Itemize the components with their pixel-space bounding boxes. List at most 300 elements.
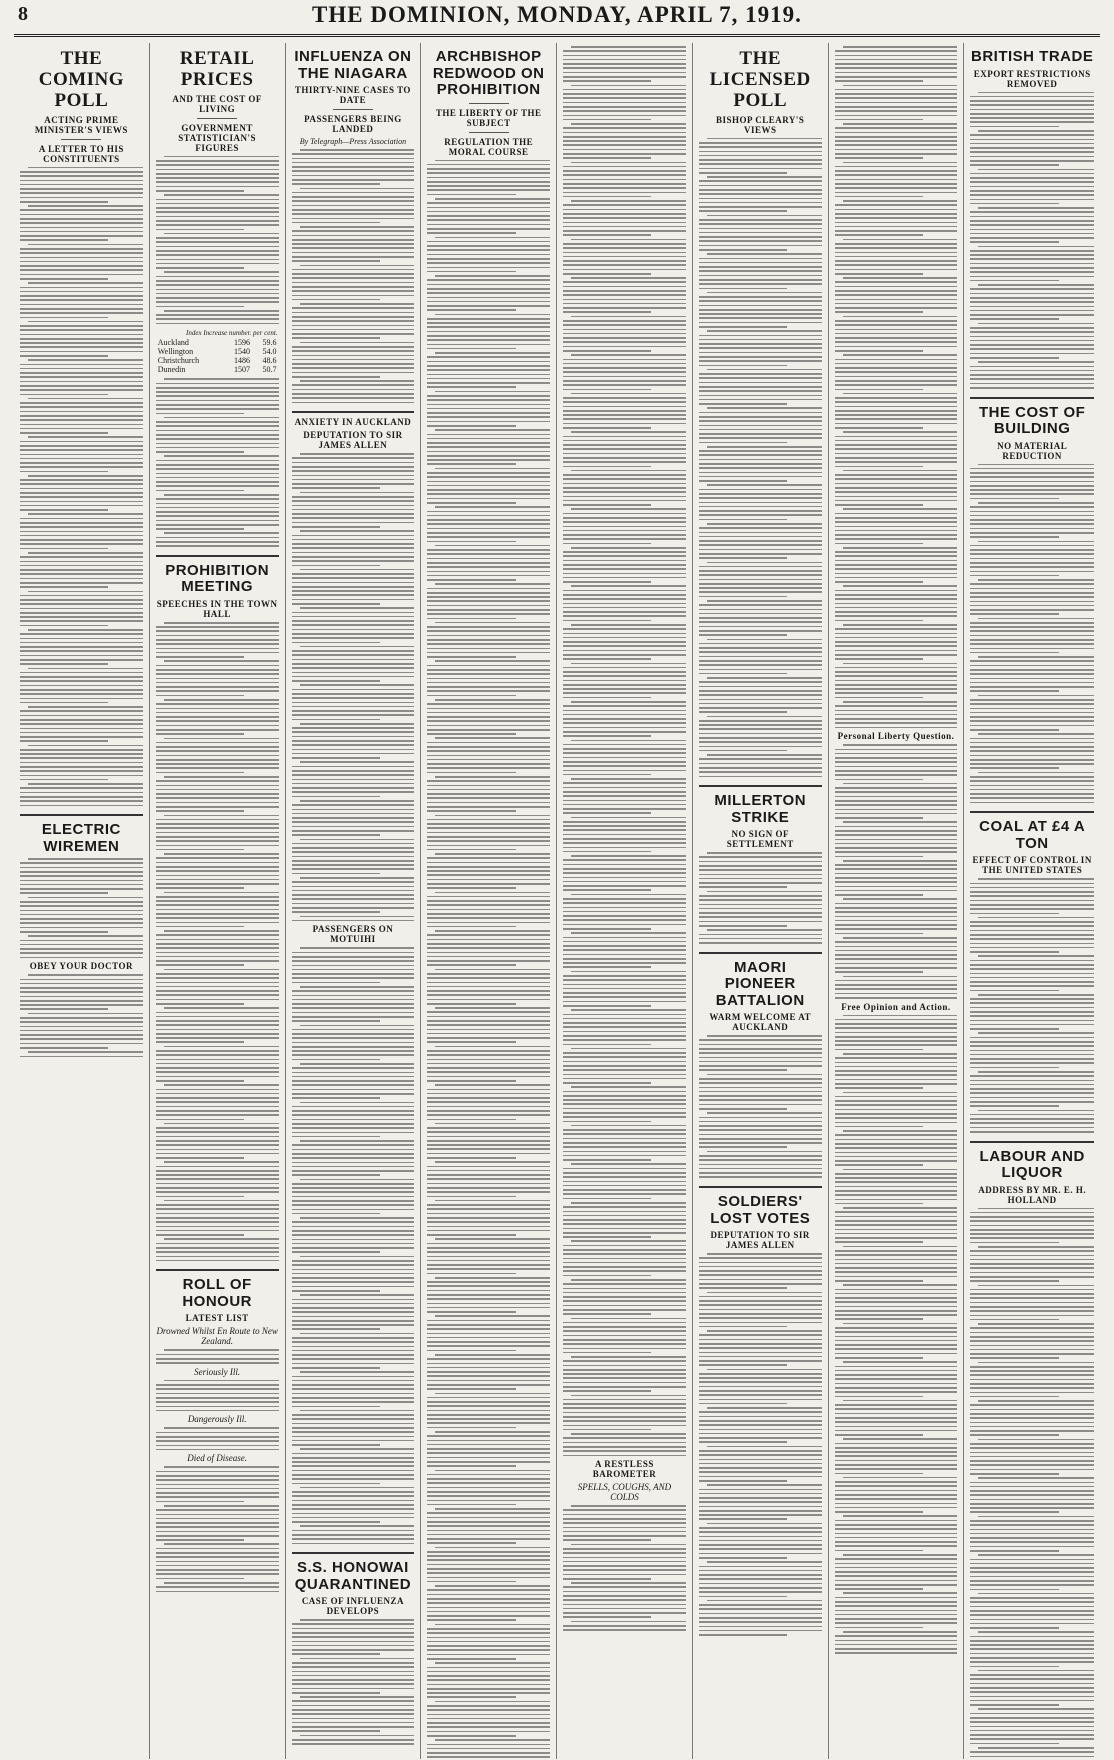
text-line: [970, 1007, 1094, 1009]
text-line: [427, 472, 550, 474]
text-line: [835, 478, 958, 480]
text-line: [292, 218, 415, 220]
text-line: [563, 367, 686, 369]
text-line: [835, 1378, 958, 1380]
text-line: [427, 845, 550, 847]
text-line: [427, 870, 550, 872]
text-line: [292, 599, 415, 601]
text-line: [427, 404, 550, 406]
text-line: [427, 904, 550, 906]
text-line: [292, 1730, 380, 1732]
text-line: [156, 1548, 279, 1550]
text-line: [835, 1139, 958, 1141]
text-line: [20, 419, 143, 421]
text-line: [970, 1452, 1094, 1454]
text-line: [835, 928, 958, 930]
text-line: [435, 198, 550, 200]
text-line: [20, 638, 143, 640]
text-line: [427, 1024, 550, 1026]
text-line: [835, 1468, 958, 1470]
text-line: [699, 856, 822, 858]
text-line: [164, 699, 279, 701]
text-line: [970, 746, 1094, 748]
text-line: [970, 1687, 1094, 1689]
text-line: [970, 348, 1094, 350]
text-line: [427, 729, 550, 731]
text-line: [699, 1322, 822, 1324]
text-line: [427, 224, 550, 226]
text-line: [699, 1510, 822, 1512]
text-line: [563, 483, 686, 485]
text-line: [563, 153, 686, 155]
text-line: [835, 933, 923, 935]
text-line: [699, 493, 822, 495]
text-line: [571, 200, 686, 202]
text-line: [699, 472, 822, 474]
text-line: [156, 926, 244, 928]
text-line: [20, 449, 143, 451]
text-line: [427, 1521, 550, 1523]
text-line: [427, 708, 550, 710]
text-line: [835, 658, 923, 660]
text-line: [435, 1662, 550, 1664]
text-line: [427, 254, 550, 256]
text-line: [970, 301, 1094, 303]
text-line: [292, 1406, 380, 1408]
divider: [197, 118, 237, 119]
text-line: [427, 1268, 550, 1270]
text-line: [427, 1003, 515, 1005]
text-line: [699, 1441, 787, 1443]
text-line: [156, 468, 279, 470]
text-line: [156, 1354, 279, 1356]
text-line: [835, 628, 958, 630]
text-line: [970, 1353, 1094, 1355]
text-line: [563, 76, 686, 78]
text-line: [156, 485, 279, 487]
text-line: [300, 916, 415, 918]
text-line: [563, 1074, 686, 1076]
text-line: [835, 406, 958, 408]
text-line: [292, 1307, 415, 1309]
text-line: [835, 132, 958, 134]
text-line: [156, 1479, 279, 1481]
text-line: [835, 1143, 958, 1145]
text-line: [843, 46, 958, 48]
text-line: [427, 1551, 550, 1553]
text-line: [427, 284, 550, 286]
text-line: [427, 1756, 550, 1758]
text-line: [699, 1437, 822, 1439]
text-line: [707, 484, 822, 486]
headline-prohibition-meeting: PROHIBITION MEETING: [165, 561, 270, 596]
text-line: [699, 198, 822, 200]
text-line: [292, 355, 415, 357]
text-line: [707, 891, 822, 893]
text-line: [156, 1234, 244, 1236]
text-line: [20, 346, 143, 348]
text-line: [699, 360, 822, 362]
text-line: [571, 1433, 686, 1435]
text-line: [970, 160, 1094, 162]
text-line: [156, 1410, 279, 1412]
text-line: [563, 1219, 686, 1221]
text-line: [300, 380, 415, 382]
text-line: [699, 579, 822, 581]
text-line: [427, 1418, 550, 1420]
text-line: [835, 1267, 958, 1269]
text-line: [156, 789, 279, 791]
text-line: [835, 140, 958, 142]
headline-cost-of-building: THE COST OF BUILDING: [979, 403, 1086, 437]
text-line: [156, 541, 279, 543]
text-line: [156, 1496, 279, 1498]
text-line: [156, 982, 279, 984]
text-line: [563, 538, 686, 540]
text-line: [970, 1310, 1094, 1312]
text-line: [20, 1017, 143, 1019]
text-line: [427, 913, 550, 915]
text-line: [563, 808, 686, 810]
text-line: [699, 219, 822, 221]
text-line: [699, 758, 822, 760]
text-line: [563, 1065, 686, 1067]
text-line: [699, 660, 822, 662]
text-line: [20, 389, 143, 391]
text-line: [571, 431, 686, 433]
text-line: [427, 511, 550, 513]
text-line: [835, 256, 958, 258]
text-line: [843, 1207, 958, 1209]
text-line: [835, 1588, 923, 1590]
text-line: [699, 1514, 822, 1516]
text-line: [563, 975, 686, 977]
text-line: [970, 336, 1094, 338]
text-line: [427, 725, 550, 727]
text-line: [563, 718, 686, 720]
text-line: [28, 668, 143, 670]
text-line: [835, 166, 958, 168]
text-line: [427, 1461, 550, 1463]
text-line: [571, 894, 686, 896]
text-line: [427, 755, 550, 757]
text-line: [699, 1313, 822, 1315]
text-line: [292, 847, 415, 849]
text-line: [563, 1283, 686, 1285]
text-line: [563, 594, 686, 596]
text-line: [970, 1567, 1094, 1569]
text-line: [699, 686, 822, 688]
text-line: [292, 175, 415, 177]
text-line: [970, 1242, 1059, 1244]
text-line: [427, 1260, 550, 1262]
text-line: [427, 1731, 550, 1733]
text-line: [699, 737, 822, 739]
text-line: [835, 1533, 958, 1535]
text-line: [156, 207, 279, 209]
text-line: [563, 401, 686, 403]
text-line: [699, 1082, 822, 1084]
text-line: [156, 160, 279, 162]
text-line: [156, 703, 279, 705]
text-line: [156, 267, 244, 269]
text-line: [970, 1726, 1094, 1728]
text-line: [20, 749, 143, 751]
text-line: [292, 1050, 415, 1052]
text-line: [970, 481, 1094, 483]
text-line: [292, 1705, 415, 1707]
text-line: [835, 796, 958, 798]
text-line: [156, 797, 279, 799]
text-line: [970, 678, 1094, 680]
text-line: [156, 190, 244, 192]
text-line: [563, 359, 686, 361]
text-line: [156, 682, 279, 684]
text-line: [563, 1223, 686, 1225]
text-line: [970, 121, 1094, 123]
text-line: [427, 1619, 515, 1621]
text-line: [835, 637, 958, 639]
text-line: [427, 172, 550, 174]
text-line: [156, 690, 279, 692]
text-line: [292, 1234, 415, 1236]
text-line: [292, 1324, 415, 1326]
text-line: [835, 1186, 958, 1188]
text-line: [563, 787, 686, 789]
text-line: [20, 561, 143, 563]
text-line: [292, 162, 415, 164]
text-line: [427, 1517, 550, 1519]
text-line: [563, 628, 686, 630]
text-line: [835, 337, 958, 339]
text-line: [292, 821, 415, 823]
text-line: [292, 1054, 415, 1056]
text-line: [843, 585, 958, 587]
text-line: [563, 1044, 651, 1046]
text-line: [978, 1246, 1094, 1248]
text-line: [300, 530, 415, 532]
text-line: [427, 177, 550, 179]
text-line: [835, 1357, 923, 1359]
text-line: [292, 920, 415, 922]
text-line: [427, 164, 550, 166]
text-line: [970, 938, 1094, 940]
text-line: [970, 699, 1094, 701]
text-line: [970, 1610, 1094, 1612]
text-line: [156, 669, 279, 671]
text-line: [699, 228, 822, 230]
text-line: [835, 222, 958, 224]
text-line: [20, 518, 143, 520]
text-line: [563, 958, 686, 960]
text-line: [292, 1042, 415, 1044]
text-line: [835, 727, 958, 729]
text-line: [563, 1266, 686, 1268]
text-line: [156, 729, 279, 731]
text-line: [292, 851, 415, 853]
text-line: [835, 1271, 958, 1273]
text-line: [970, 1627, 1059, 1629]
text-line: [292, 1393, 415, 1395]
text-line: [843, 1284, 958, 1286]
text-line: [699, 1266, 822, 1268]
text-line: [970, 104, 1094, 106]
text-line: [164, 156, 279, 158]
text-line: [427, 416, 550, 418]
text-line: [156, 391, 279, 393]
article-body: [292, 1619, 415, 1745]
text-line: [835, 1353, 958, 1355]
text-line: [156, 875, 279, 877]
text-line: [563, 1531, 686, 1533]
text-line: [970, 468, 1094, 470]
text-line: [835, 1567, 958, 1569]
text-line: [699, 168, 822, 170]
text-line: [427, 1136, 550, 1138]
text-line: [835, 115, 958, 117]
text-line: [427, 211, 550, 213]
text-line: [292, 1226, 415, 1228]
text-line: [835, 457, 958, 459]
text-line: [292, 1628, 415, 1630]
text-line: [571, 1621, 686, 1623]
text-line: [427, 1748, 550, 1750]
text-line: [563, 1535, 686, 1537]
text-line: [835, 329, 958, 331]
text-line: [835, 1104, 958, 1106]
text-line: [435, 1585, 550, 1587]
text-line: [164, 417, 279, 419]
text-line: [20, 325, 143, 327]
text-line: [563, 1172, 686, 1174]
text-line: [156, 1362, 279, 1364]
text-line: [427, 1435, 550, 1437]
text-line: [699, 480, 787, 482]
text-line: [563, 1262, 686, 1264]
text-line: [563, 1343, 686, 1345]
subhead-deputation-allen: DEPUTATION TO SIR JAMES ALLEN: [710, 1230, 810, 1251]
text-line: [699, 527, 822, 529]
text-line: [292, 898, 415, 900]
text-line: [427, 185, 550, 187]
text-line: [427, 592, 550, 594]
text-line: [699, 1121, 822, 1123]
text-line: [563, 1322, 686, 1324]
text-line: [571, 277, 686, 279]
text-line: [835, 294, 958, 296]
text-line: [699, 1591, 822, 1593]
text-line: [563, 97, 686, 99]
text-line: [156, 1178, 279, 1180]
text-line: [707, 330, 822, 332]
text-line: [970, 1683, 1094, 1685]
text-line: [427, 643, 550, 645]
text-line: [563, 915, 686, 917]
text-line: [300, 1102, 415, 1104]
text-line: [835, 1032, 958, 1034]
text-line: [835, 500, 958, 502]
text-line: [20, 287, 143, 289]
text-line: [563, 59, 686, 61]
text-line: [563, 1146, 686, 1148]
text-line: [699, 288, 787, 290]
text-line: [563, 196, 651, 198]
text-line: [156, 451, 244, 453]
text-line: [835, 1563, 958, 1565]
text-line: [292, 826, 415, 828]
roll-drowned: Drowned Whilst En Route to New Zealand.: [156, 1326, 278, 1347]
text-line: [571, 1505, 686, 1507]
text-line: [978, 1554, 1094, 1556]
text-line: [699, 609, 822, 611]
text-line: [563, 264, 686, 266]
text-line: [970, 1088, 1094, 1090]
text-line: [835, 1648, 958, 1650]
text-line: [156, 229, 244, 231]
text-line: [970, 211, 1094, 213]
text-line: [978, 1285, 1094, 1287]
text-line: [970, 511, 1094, 513]
text-line: [292, 577, 415, 579]
text-line: [970, 1374, 1094, 1376]
subhead-effect-of-control: EFFECT OF CONTROL IN THE UNITED STATES: [972, 855, 1092, 876]
text-line: [427, 1405, 550, 1407]
text-line: [20, 1038, 143, 1040]
text-line: [156, 520, 279, 522]
text-line: [563, 1450, 686, 1452]
text-line: [835, 1083, 958, 1085]
text-line: [20, 261, 143, 263]
text-line: [427, 746, 550, 748]
text-line: [563, 530, 686, 532]
text-line: [427, 489, 550, 491]
text-line: [156, 1432, 279, 1434]
text-line: [563, 213, 686, 215]
text-line: [699, 245, 822, 247]
text-line: [970, 258, 1094, 260]
text-line: [835, 1571, 958, 1573]
text-line: [563, 1116, 686, 1118]
text-line: [292, 719, 380, 721]
text-line: [563, 1300, 686, 1302]
text-line: [563, 1599, 686, 1601]
text-line: [563, 427, 651, 429]
text-line: [563, 521, 686, 523]
text-line: [563, 752, 686, 754]
text-line: [970, 716, 1094, 718]
text-line: [970, 943, 1094, 945]
text-line: [970, 1550, 1059, 1552]
text-line: [427, 1577, 550, 1579]
text-line: [563, 517, 686, 519]
text-line: [563, 487, 686, 489]
text-line: [427, 1016, 550, 1018]
text-line: [699, 703, 822, 705]
text-line: [699, 300, 822, 302]
text-line: [156, 960, 279, 962]
article-body: [835, 1015, 958, 1655]
text-line: [156, 1187, 279, 1189]
text-line: [835, 877, 958, 879]
text-line: [835, 1079, 958, 1081]
text-line: [699, 1091, 822, 1093]
roll-died: Died of Disease.: [187, 1453, 248, 1464]
text-line: [970, 601, 1094, 603]
text-line: [835, 341, 958, 343]
text-line: [156, 939, 279, 941]
text-line: [427, 1311, 515, 1313]
text-line: [563, 1189, 686, 1191]
